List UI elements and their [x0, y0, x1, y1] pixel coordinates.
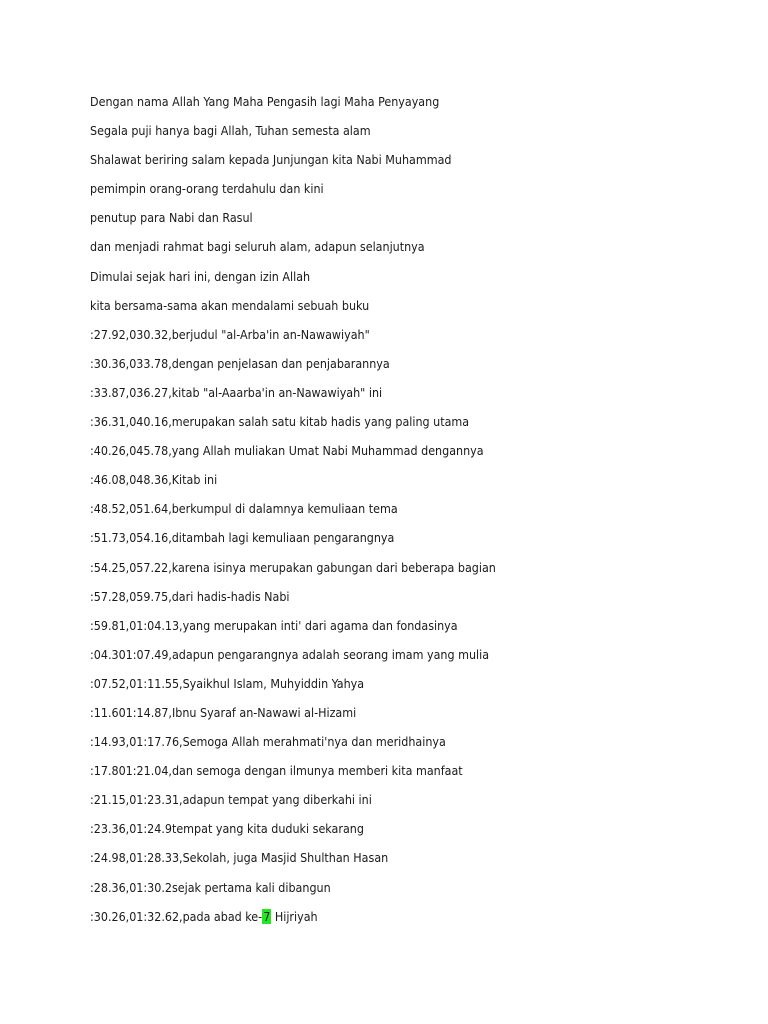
last-line-prefix: :30.26,01:32.62,pada abad ke- [90, 908, 263, 924]
text-line: Shalawat beriring salam kepada Junjungan kita Nabi Muhammad [90, 152, 452, 168]
text-line: penutup para Nabi dan Rasul [90, 210, 253, 226]
text-line: :48.52,051.64,berkumpul di dalamnya kemuliaan tema [90, 501, 398, 517]
text-line: :54.25,057.22,karena isinya merupakan gabungan dari beberapa bagian [90, 559, 496, 575]
text-line: :04.301:07.49,adapun pengarangnya adalah seorang imam yang mulia [90, 646, 490, 662]
text-line: :07.52,01:11.55,Syaikhul Islam, Muhyiddin Yahya [90, 675, 365, 691]
text-line: :30.36,033.78,dengan penjelasan dan penjabarannya [90, 355, 390, 371]
text-line: :27.92,030.32,berjudul "al-Arba'in an-Nawawiyah" [90, 326, 370, 342]
text-line: :33.87,036.27,kitab "al-Aaarba'in an-Nawawiyah" ini [90, 384, 383, 400]
text-line: :40.26,045.78,yang Allah muliakan Umat Nabi Muhammad dengannya [90, 443, 484, 459]
text-line: :24.98,01:28.33,Sekolah, juga Masjid Shulthan Hasan [90, 850, 389, 866]
text-line: Dimulai sejak hari ini, dengan izin Allah [90, 268, 311, 284]
text-line: :46.08,048.36,Kitab ini [90, 472, 218, 488]
text-line: Dengan nama Allah Yang Maha Pengasih lagi Maha Penyayang [90, 94, 440, 109]
text-line: :17.801:21.04,dan semoga dengan ilmunya memberi kita manfaat [90, 763, 463, 779]
text-line: :36.31,040.16,merupakan salah satu kitab hadis yang paling utama [90, 414, 470, 430]
last-line-suffix: Hijriyah [271, 908, 318, 924]
text-line: :11.601:14.87,Ibnu Syaraf an-Nawawi al-Hizami [90, 704, 357, 720]
text-line: Segala puji hanya bagi Allah, Tuhan semesta alam [90, 123, 371, 139]
text-line: :23.36,01:24.9tempat yang kita duduki sekarang [90, 821, 364, 837]
text-line: :57.28,059.75,dari hadis-hadis Nabi [90, 588, 290, 604]
text-line: :51.73,054.16,ditambah lagi kemuliaan pengarangnya [90, 530, 395, 546]
text-line: kita bersama-sama akan mendalami sebuah buku [90, 297, 370, 313]
text-line-last [90, 907, 730, 936]
highlighted-text: 7 [263, 908, 271, 924]
transcript-lines [90, 92, 730, 936]
text-line: :28.36,01:30.2sejak pertama kali dibangun [90, 879, 331, 895]
text-line: dan menjadi rahmat bagi seluruh alam, adapun selanjutnya [90, 239, 425, 255]
text-line: :59.81,01:04.13,yang merupakan inti' dari agama dan fondasinya [90, 617, 458, 633]
text-line: pemimpin orang-orang terdahulu dan kini [90, 181, 324, 197]
text-line: :14.93,01:17.76,Semoga Allah merahmati'nya dan meridhainya [90, 734, 446, 750]
text-line: :21.15,01:23.31,adapun tempat yang diberkahi ini [90, 792, 372, 808]
